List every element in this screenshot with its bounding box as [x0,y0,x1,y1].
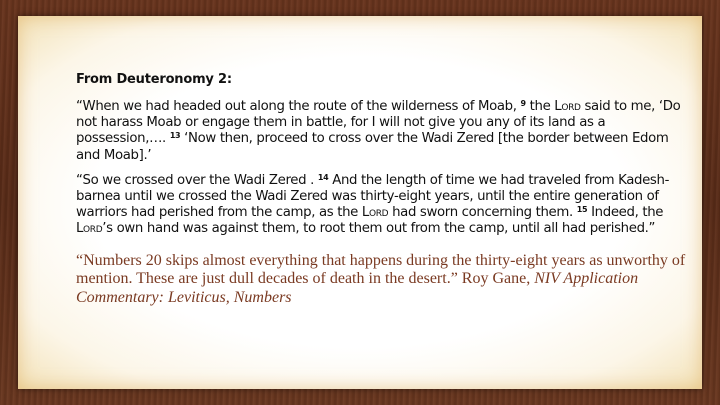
quote-text: “Numbers 20 skips almost everything that happens during the thirty-eight years as unworthy of mention. These are just dull decades of death in the desert.” Roy Gane, [76,251,686,288]
para1-text-4: ‘Now then, proceed to cross over the Wadi Zered [the border between Edom and Moab].’ [76,131,669,163]
para1-text-2: the [529,99,551,114]
verse-number-14: 14 [317,172,329,182]
scripture-paragraph-2 [76,173,688,238]
para2-text-1: “So we crossed over the Wadi Zered . [76,172,314,188]
verse-number-13: 13 [169,131,181,141]
scripture-paragraph-1 [76,99,688,164]
lord-small-caps: Lord [554,99,581,114]
para1-text-1: “When we had headed out along the route of the wilderness of Moab, [76,99,517,114]
para2-text-2: And the length of time we had traveled from Kadesh-barnea until we crossed the Wadi Zered was thirty-eight years, until the entire generation of warriors had perished from the camp, as the [76,172,670,221]
para2-text-4: Indeed, the [591,205,664,221]
para2-text-5: ’s own hand was against them, to root them out from the camp, until all had perished.” [102,221,656,237]
para1-text-3: said to me, ‘Do not harass Moab or engage them in battle, for I will not give you any of its land as a possession,…. [76,99,681,147]
quote-source-title: NIV Application Commentary: Leviticus, Numbers [76,270,639,306]
commentary-quote [76,252,688,308]
slide-content [76,72,688,307]
slide-card [18,16,702,389]
slide-heading: From Deuteronomy 2: [76,72,232,87]
verse-number-9: 9 [520,99,526,108]
para2-text-3: had sworn concerning them. [392,205,573,221]
verse-number-15: 15 [576,205,588,215]
lord-small-caps: Lord [361,205,389,221]
lord-small-caps: Lord [76,221,103,237]
